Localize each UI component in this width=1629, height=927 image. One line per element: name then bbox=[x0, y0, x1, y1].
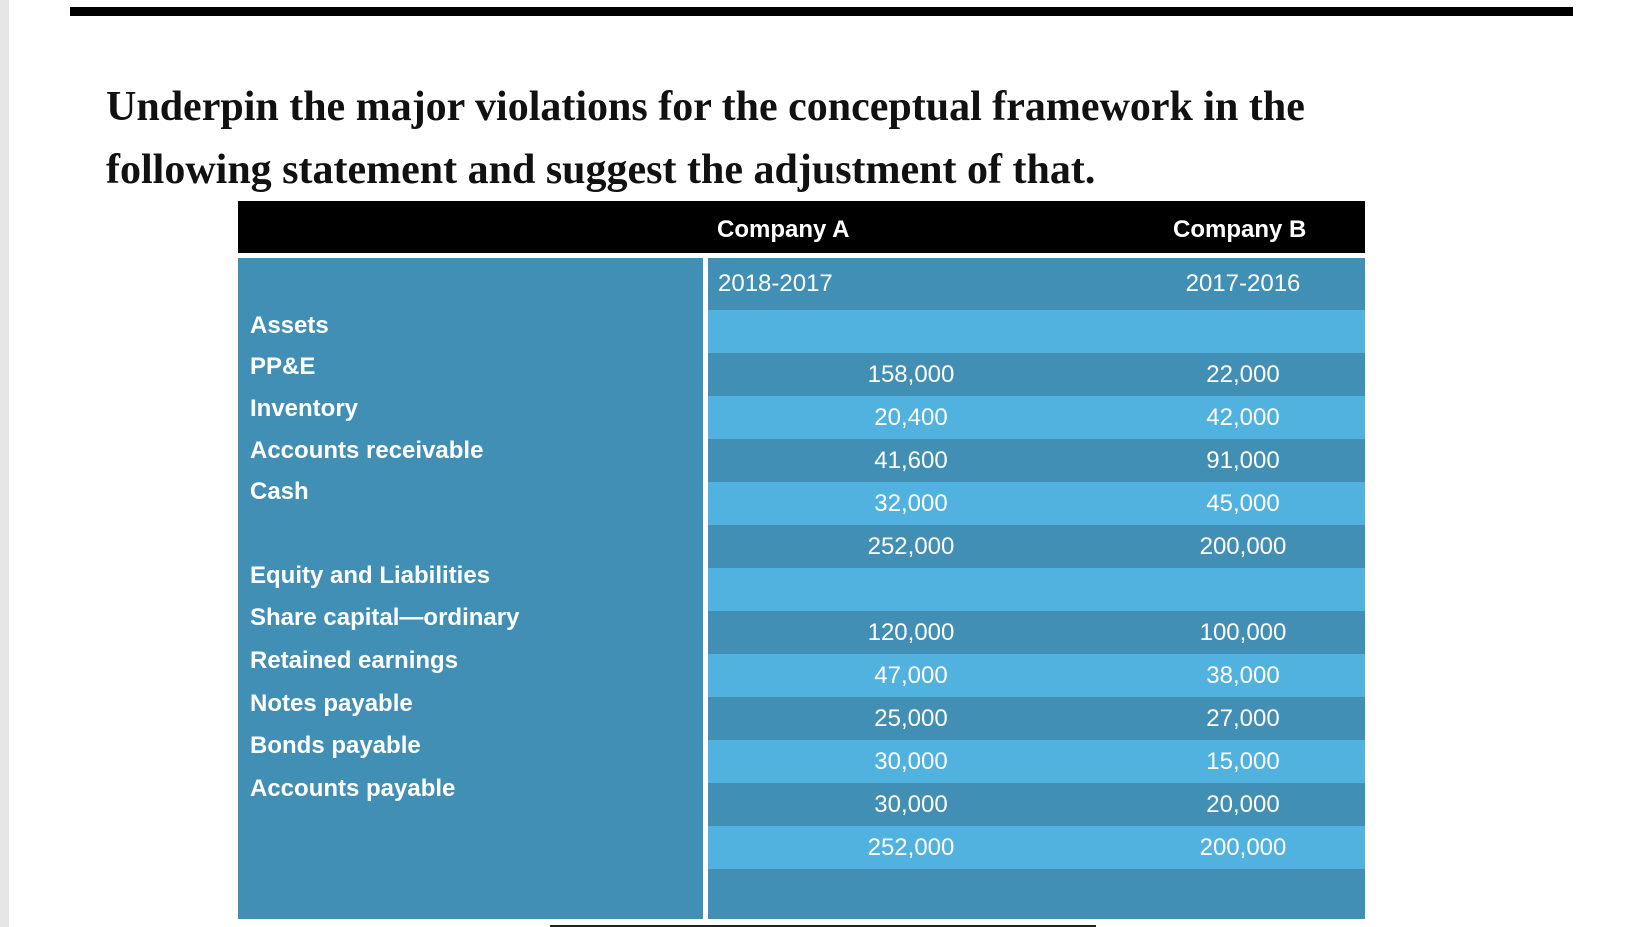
row-label-cash: Cash bbox=[250, 478, 309, 505]
table-row bbox=[708, 353, 1365, 396]
value-notes-payable-a: 25,000 bbox=[874, 705, 948, 732]
row-label-inventory: Inventory bbox=[250, 395, 359, 422]
table-row bbox=[708, 783, 1365, 826]
value-accounts-payable-a: 30,000 bbox=[874, 791, 948, 818]
value-bonds-payable-a: 30,000 bbox=[874, 748, 948, 775]
value-cash-a: 32,000 bbox=[874, 490, 948, 517]
value-accounts-receivable-b: 91,000 bbox=[1206, 447, 1280, 474]
assets-section-band bbox=[708, 310, 1365, 353]
total-equity-a: 252,000 bbox=[867, 834, 955, 861]
table-row bbox=[708, 740, 1365, 783]
table-row bbox=[708, 654, 1365, 697]
value-share-capital-a: 120,000 bbox=[867, 619, 955, 646]
row-label-share-capital: Share capital—ordinary bbox=[250, 604, 520, 631]
value-cash-b: 45,000 bbox=[1206, 490, 1280, 517]
value-inventory-b: 42,000 bbox=[1206, 404, 1280, 431]
header-company-a: Company A bbox=[717, 216, 850, 243]
section-assets: Assets bbox=[250, 312, 329, 339]
header-company-b: Company B bbox=[1173, 216, 1307, 243]
left-margin-strip bbox=[0, 0, 9, 927]
period-company-b: 2017-2016 bbox=[1185, 270, 1301, 297]
question-line-1: Underpin the major violations for the conceptual framework in the bbox=[106, 84, 1305, 130]
row-label-accounts-payable: Accounts payable bbox=[250, 775, 456, 802]
equity-section-band bbox=[708, 568, 1365, 611]
period-company-a: 2018-2017 bbox=[718, 270, 833, 297]
value-accounts-payable-b: 20,000 bbox=[1206, 791, 1280, 818]
value-bonds-payable-b: 15,000 bbox=[1206, 748, 1280, 775]
table-row bbox=[708, 697, 1365, 740]
total-assets-a: 252,000 bbox=[867, 533, 955, 560]
top-rule bbox=[70, 7, 1573, 16]
value-retained-earnings-b: 38,000 bbox=[1206, 662, 1280, 689]
row-label-ppe: PP&E bbox=[250, 353, 316, 380]
period-row bbox=[708, 258, 1365, 310]
value-ppe-b: 22,000 bbox=[1206, 361, 1280, 388]
value-inventory-a: 20,400 bbox=[874, 404, 948, 431]
value-share-capital-b: 100,000 bbox=[1199, 619, 1287, 646]
equity-total-row bbox=[708, 826, 1365, 869]
label-column bbox=[238, 258, 703, 919]
row-label-notes-payable: Notes payable bbox=[250, 690, 413, 717]
total-equity-b: 200,000 bbox=[1199, 834, 1287, 861]
table-row bbox=[708, 396, 1365, 439]
table-header bbox=[238, 201, 1365, 253]
row-label-retained-earnings: Retained earnings bbox=[250, 647, 459, 674]
assets-total-row bbox=[708, 525, 1365, 568]
table-footer-band bbox=[708, 869, 1365, 919]
value-columns bbox=[708, 258, 1365, 919]
question-text bbox=[106, 76, 1586, 202]
question-line-2: following statement and suggest the adjustment of that. bbox=[106, 147, 1096, 193]
table-row bbox=[708, 482, 1365, 525]
row-label-accounts-receivable: Accounts receivable bbox=[250, 437, 484, 464]
value-notes-payable-b: 27,000 bbox=[1206, 705, 1280, 732]
total-assets-b: 200,000 bbox=[1199, 533, 1287, 560]
section-equity-liabilities: Equity and Liabilities bbox=[250, 562, 491, 589]
table-row bbox=[708, 439, 1365, 482]
value-ppe-a: 158,000 bbox=[867, 361, 955, 388]
value-retained-earnings-a: 47,000 bbox=[874, 662, 948, 689]
value-accounts-receivable-a: 41,600 bbox=[874, 447, 948, 474]
table-row bbox=[708, 611, 1365, 654]
row-label-bonds-payable: Bonds payable bbox=[250, 732, 421, 759]
